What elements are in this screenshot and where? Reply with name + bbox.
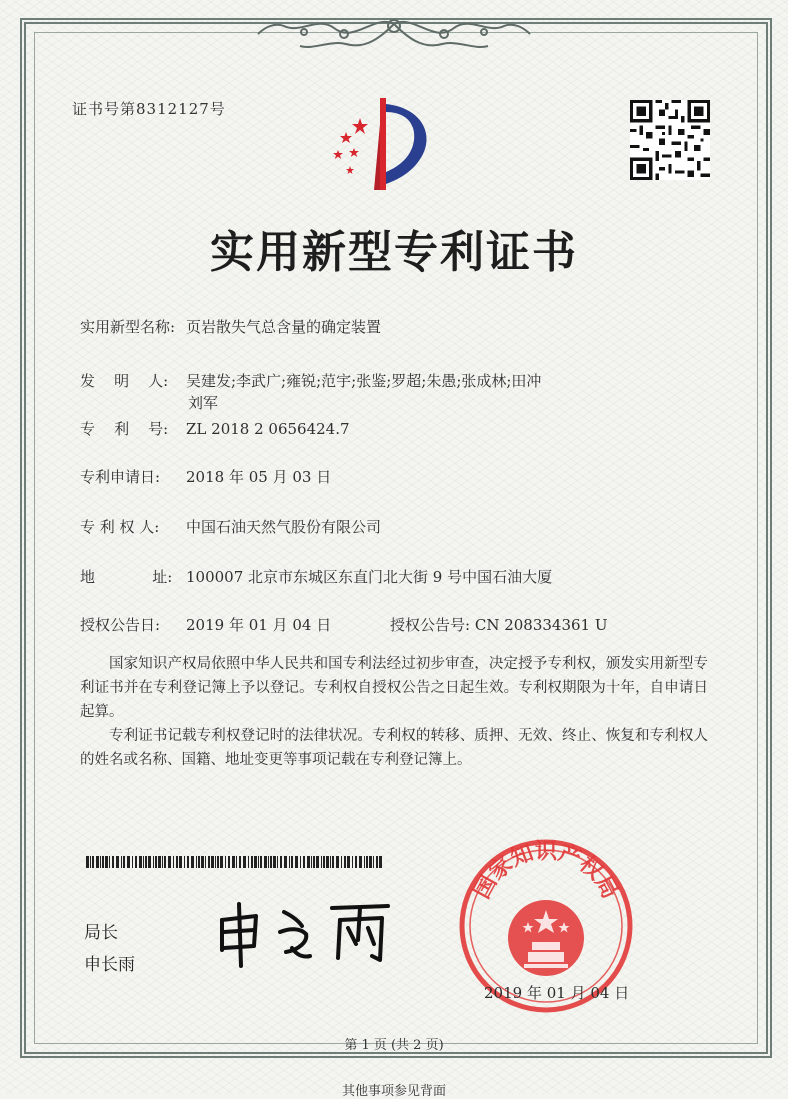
cnipa-emblem-icon <box>322 94 442 194</box>
field-inventors-continued: 刘军 <box>188 394 219 412</box>
field-filing-date <box>80 466 331 488</box>
field-value: 2019 年 01 月 04 日 <box>186 616 332 634</box>
field-value: 吴建发;李武广;雍锐;范宇;张鉴;罗超;朱愚;张成林;田冲 <box>186 372 542 390</box>
ornament-icon <box>254 14 534 60</box>
barcode <box>86 856 386 868</box>
page-number: 第 1 页 (共 2 页) <box>344 1038 444 1053</box>
field-label: 授权公告日: <box>80 616 161 634</box>
field-address <box>80 566 552 588</box>
certificate-title: 实用新型专利证书 <box>210 227 578 278</box>
field-label: 专 利 权 人: <box>80 518 160 536</box>
svg-text:国家知识产权局 <box>470 839 623 903</box>
field-label: 发 明 人: <box>80 372 169 390</box>
field-label: 专 利 号: <box>80 420 169 438</box>
field-value: CN 208334361 U <box>474 616 608 634</box>
field-utility-model-name <box>80 316 381 338</box>
field-label: 地 址: <box>80 568 173 586</box>
seal-text: 国家知识产权局 <box>469 839 623 904</box>
qr-code <box>630 100 710 180</box>
field-value: ZL 2018 2 0656424.7 <box>186 420 350 438</box>
certificate-number: 证书号第8312127号 <box>72 100 226 118</box>
field-inventors <box>80 370 541 392</box>
field-label: 专利申请日: <box>80 468 161 486</box>
footer-note: 其他事项参见背面 <box>341 1084 446 1099</box>
field-value: 中国石油天然气股份有限公司 <box>186 518 382 536</box>
field-patentee <box>80 516 381 538</box>
field-grant-date <box>80 614 331 636</box>
field-patent-number <box>80 418 350 440</box>
field-label: 实用新型名称: <box>80 318 176 336</box>
field-grant-number <box>390 614 608 636</box>
body-paragraph: 专利证书记载专利权登记时的法律状况。专利权的转移、质押、无效、终止、恢复和专利权人的姓名或名称、国籍、地址变更等事项记载在专利登记簿上。 <box>80 728 708 768</box>
director-title: 局长 <box>84 923 118 943</box>
field-value: 2018 年 05 月 03 日 <box>186 468 332 486</box>
seal-date: 2019 年 01 月 04 日 <box>484 984 630 1002</box>
field-value: 100007 北京市东城区东直门北大街 9 号中国石油大厦 <box>186 568 553 586</box>
body-paragraph: 国家知识产权局依照中华人民共和国专利法经过初步审查，决定授予专利权，颁发实用新型专利证书并在专利登记簿上予以登记。专利权自授权公告之日起生效。专利权期限为十年，自申请日起算。 <box>80 656 708 720</box>
field-value: 页岩散失气总含量的确定装置 <box>186 318 382 336</box>
director-name: 申长雨 <box>84 955 135 975</box>
director-signature <box>212 898 402 968</box>
field-label: 授权公告号: <box>390 616 471 634</box>
